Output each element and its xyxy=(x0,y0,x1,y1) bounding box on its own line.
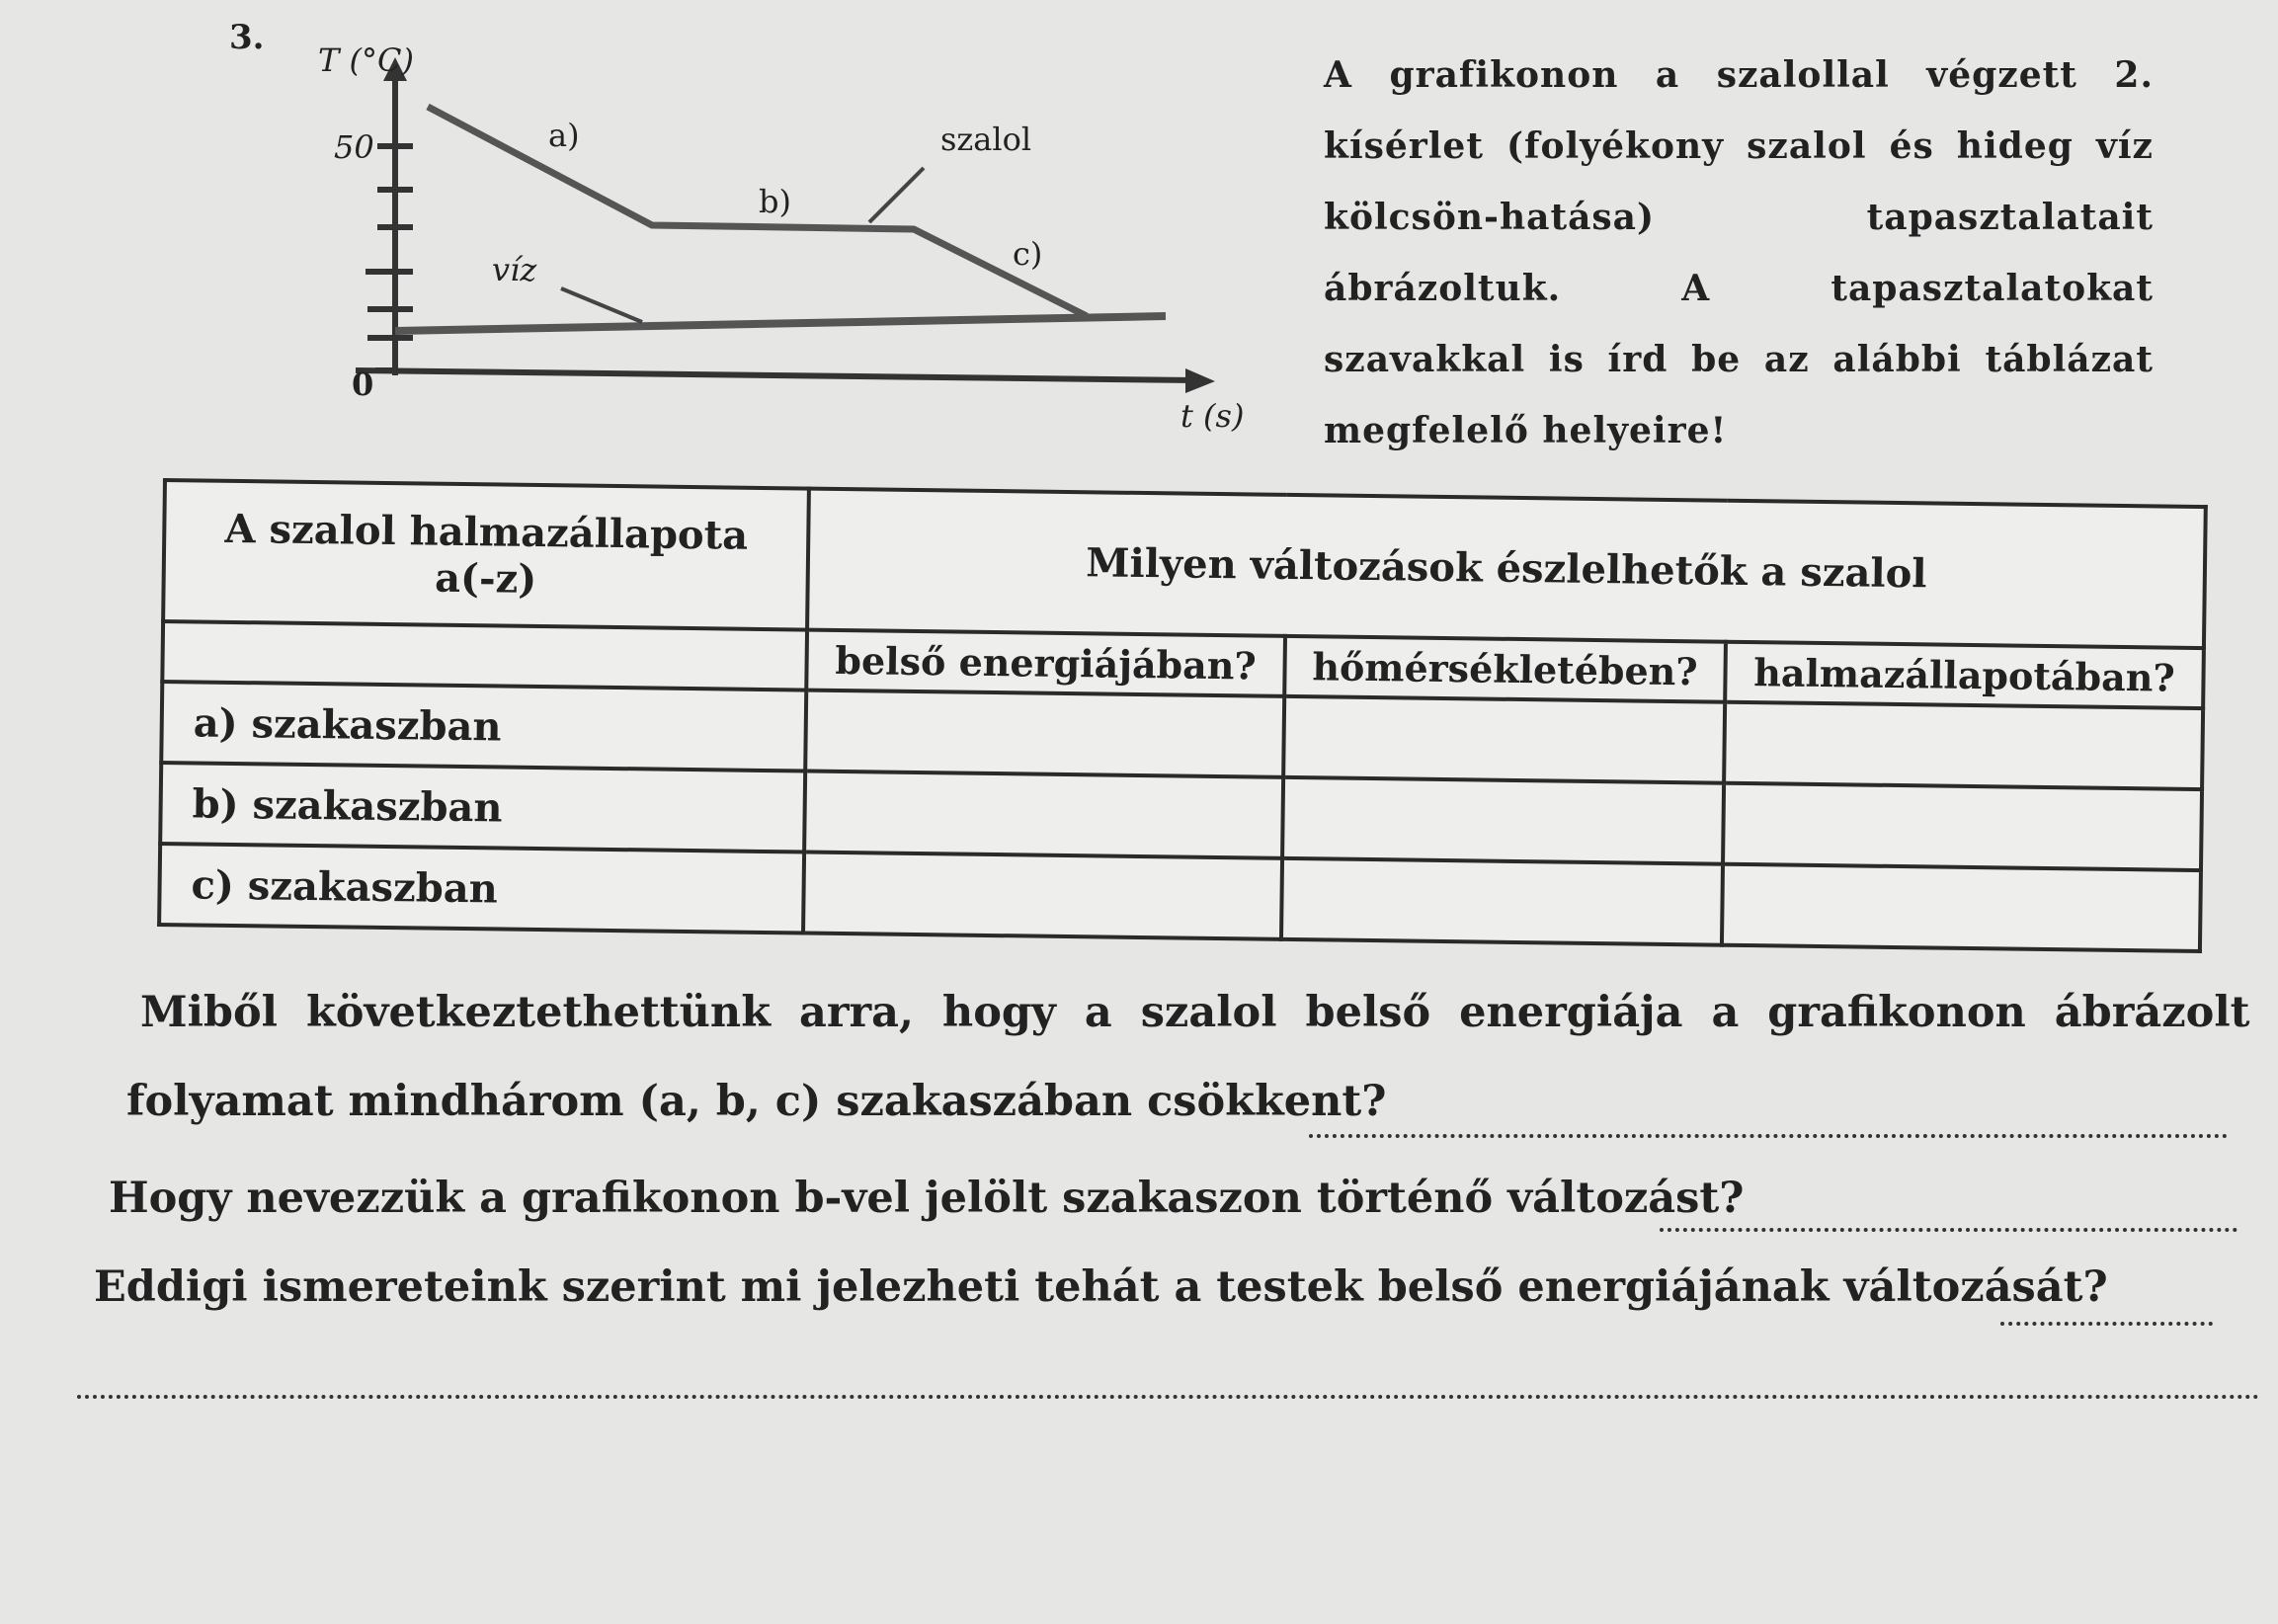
answer-table xyxy=(157,478,2208,953)
x-axis-label: t (s) xyxy=(1180,397,1245,435)
water-curve xyxy=(395,316,1166,331)
subheader-energy: belső energiájában? xyxy=(806,630,1285,696)
answer-line-2[interactable] xyxy=(1660,1228,2237,1232)
szalol-pointer xyxy=(869,168,924,222)
intro-paragraph: A grafikonon a szalollal végzett 2. kísérlet (folyékony szalol és hideg víz kölcsön-hatása) tapasztalatait ábrázoltuk. A tapasztalatokat szavakkal is írd be az alábbi táblázat megfelelő helyeire! xyxy=(1324,54,2154,451)
x-axis-arrow xyxy=(1185,368,1215,393)
answer-line-4[interactable] xyxy=(77,1395,2260,1399)
row-label-b: b) szakaszban xyxy=(160,763,805,852)
answer-cell[interactable] xyxy=(1722,864,2201,951)
temperature-time-graph xyxy=(296,30,1284,445)
row-label-c: c) szakaszban xyxy=(159,844,804,934)
col1-header-line2: a(-z) xyxy=(434,554,537,603)
answer-cell[interactable] xyxy=(1281,858,1723,945)
answer-cell[interactable] xyxy=(803,853,1282,939)
question-1-line-1: Miből következtethettünk arra, hogy a szalol belső energiája a grafikonon ábrázolt xyxy=(140,988,2250,1037)
task-number: 3. xyxy=(229,18,265,57)
segment-label-a: a) xyxy=(548,117,580,154)
question-3: Eddigi ismereteink szerint mi jelezheti tehát a testek belső energiájának változását? xyxy=(94,1262,2108,1312)
tick-label-0: 0 xyxy=(352,365,374,403)
answer-line-1[interactable] xyxy=(1309,1134,2228,1138)
group-header: Milyen változások észlelhetők a szalol xyxy=(807,489,2206,649)
tick-label-50: 50 xyxy=(334,128,374,166)
answer-cell[interactable] xyxy=(804,771,1283,858)
segment-label-c: c) xyxy=(1013,235,1043,273)
spacer-cell xyxy=(162,621,807,690)
question-1-line-2: folyamat mindhárom (a, b, c) szakaszában csökkent? xyxy=(126,1077,1387,1126)
table-header-row xyxy=(163,480,2206,648)
col1-header-line1: A szalol halmazállapota xyxy=(224,505,749,559)
answer-cell[interactable] xyxy=(1282,777,1724,864)
col1-header xyxy=(163,480,809,630)
question-2: Hogy nevezzük a grafikonon b-vel jelölt szakaszon történő változást? xyxy=(109,1174,1745,1223)
answer-line-3[interactable] xyxy=(2000,1322,2213,1326)
answer-cell[interactable] xyxy=(1283,696,1725,783)
water-pointer xyxy=(561,288,642,322)
row-label-a: a) szakaszban xyxy=(161,682,806,771)
x-axis xyxy=(356,370,1195,380)
curve-label-szalol: szalol xyxy=(940,121,1032,158)
answer-cell[interactable] xyxy=(1724,702,2203,789)
subheader-state: halmazállapotában? xyxy=(1725,642,2204,708)
curve-label-water: víz xyxy=(492,251,537,288)
segment-label-b: b) xyxy=(759,183,791,220)
subheader-temperature: hőmérsékletében? xyxy=(1284,636,1726,702)
y-axis-label: T (°C) xyxy=(318,41,414,79)
answer-cell[interactable] xyxy=(805,690,1284,777)
answer-cell[interactable] xyxy=(1723,783,2202,870)
